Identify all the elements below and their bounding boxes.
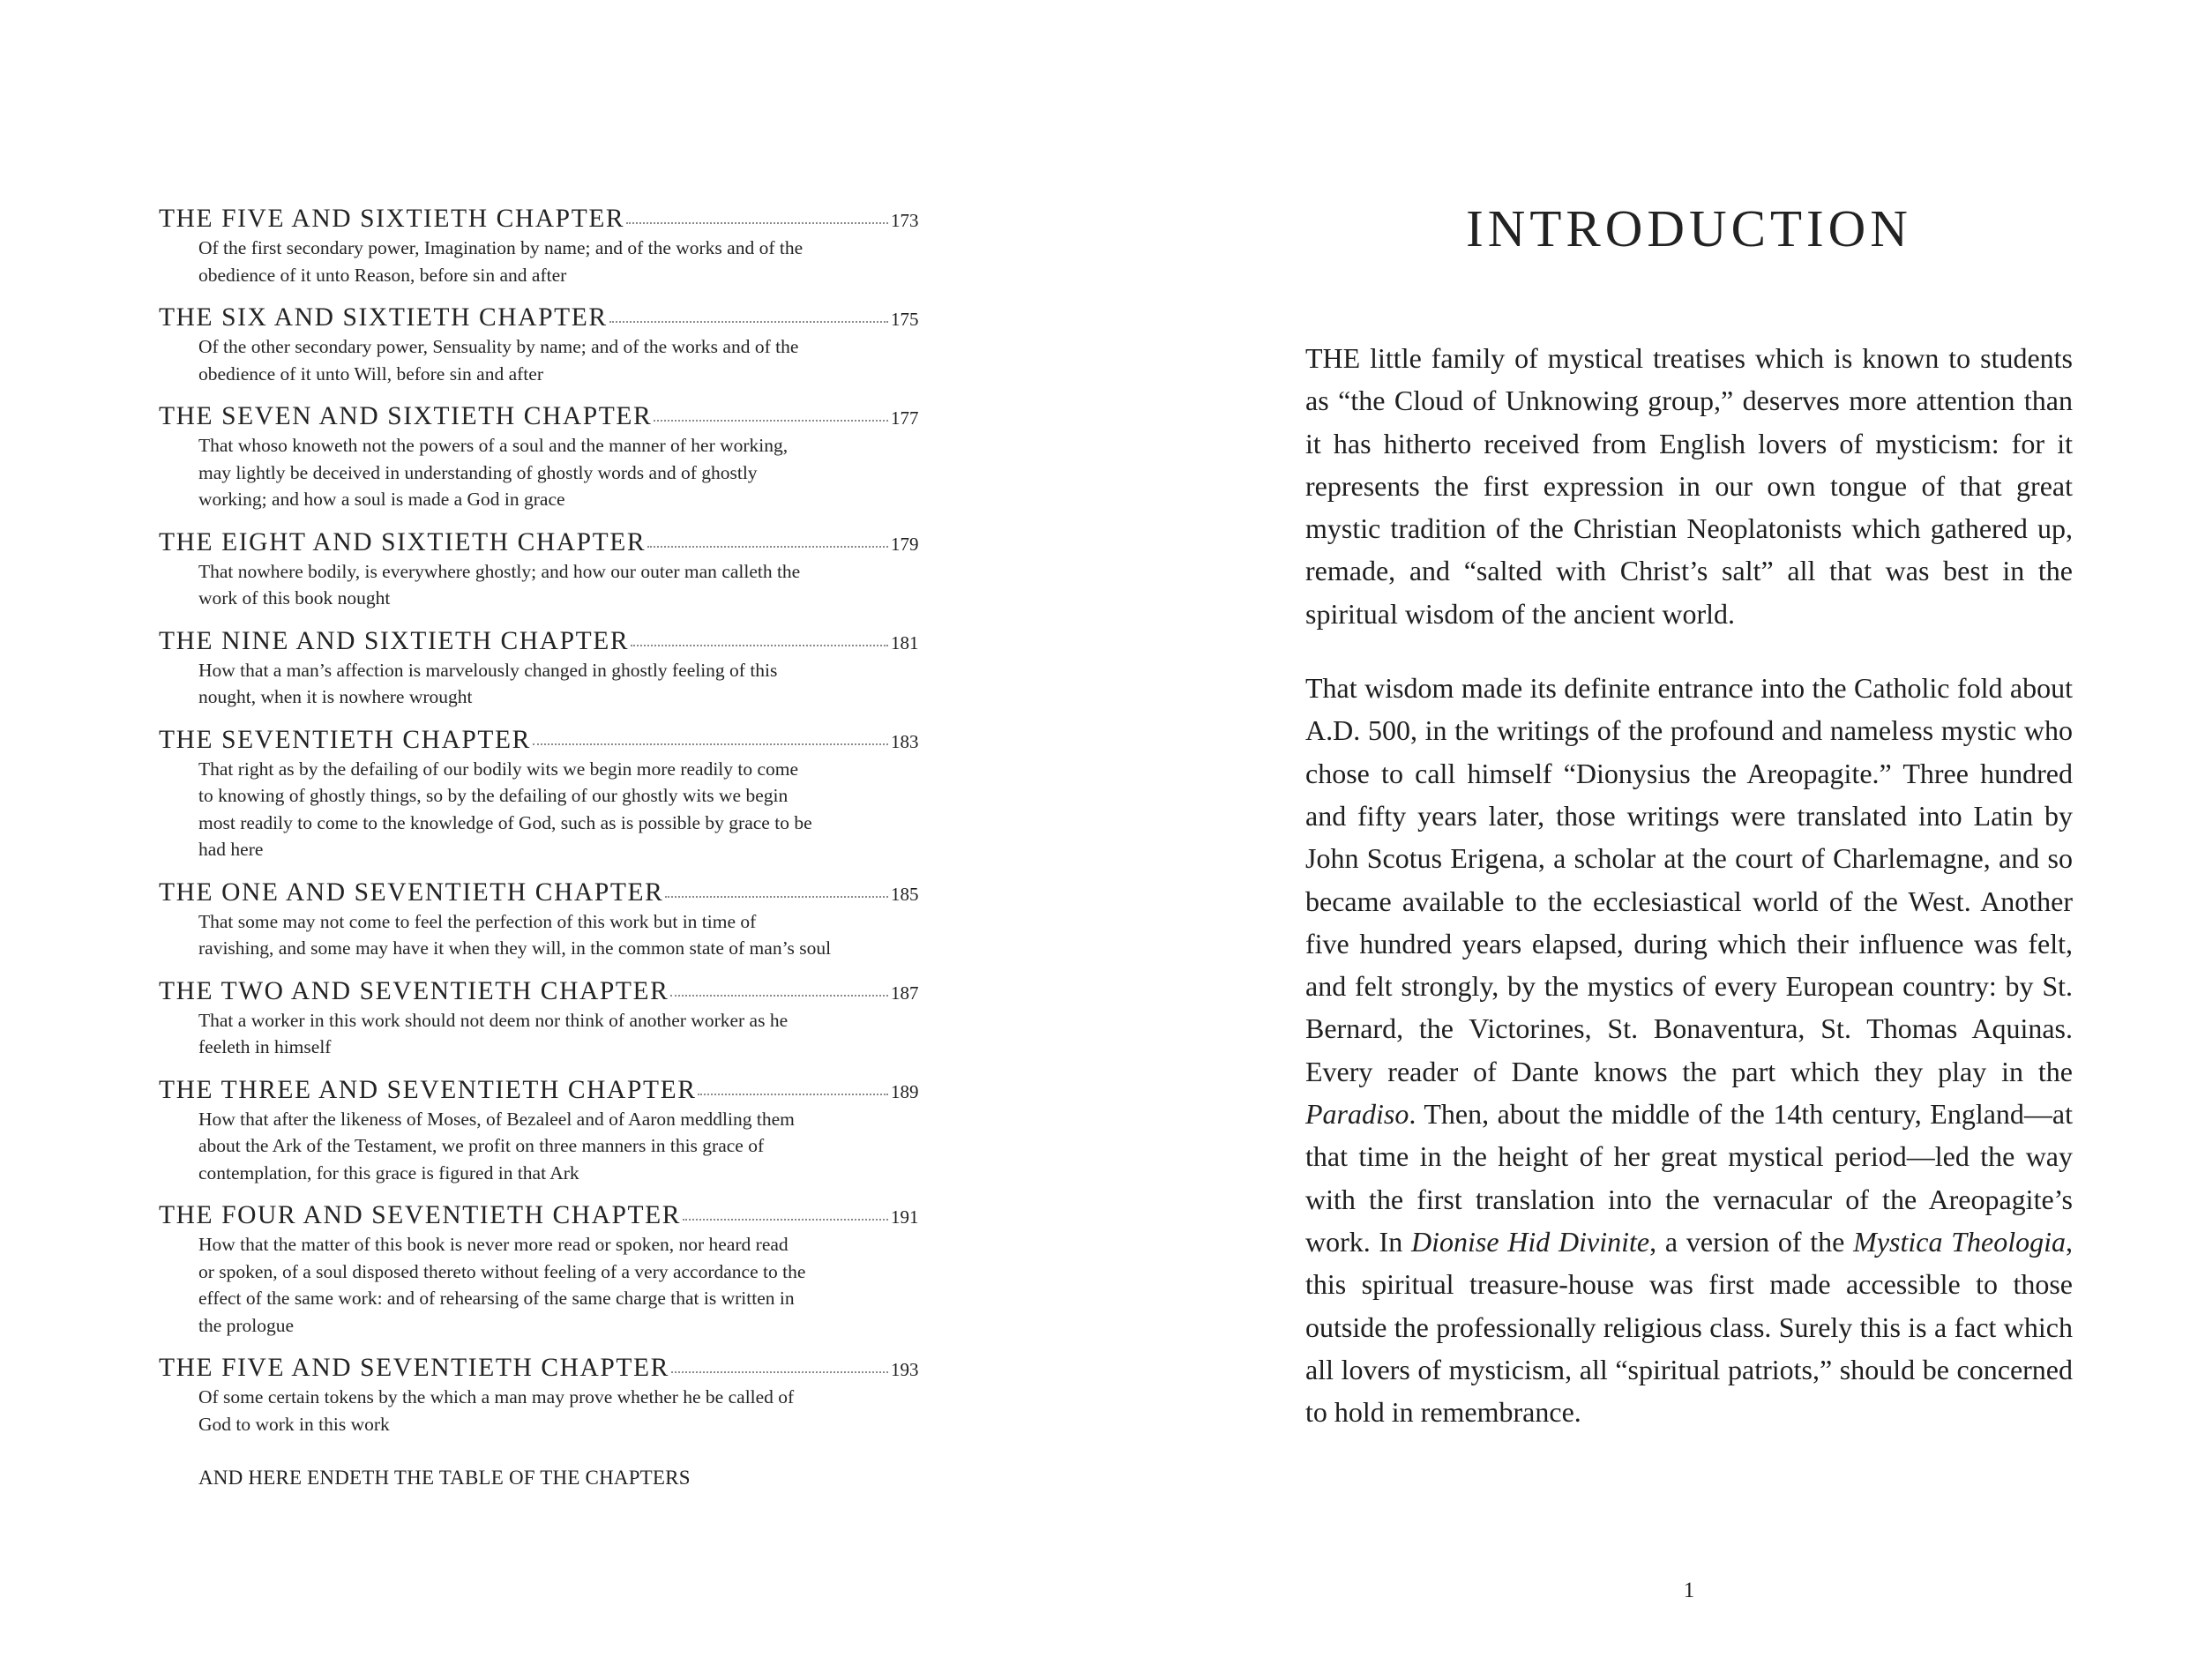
dot-leader (626, 222, 888, 224)
chapter-page-number: 191 (891, 1206, 919, 1228)
toc-entry (159, 977, 926, 1061)
chapter-page-number: 185 (891, 883, 919, 905)
chapter-page-number: 175 (891, 309, 919, 330)
chapter-description (198, 1007, 886, 1061)
chapter-description (198, 558, 886, 612)
toc-entry (159, 528, 926, 612)
text-run: , this spiritual treasure-house was first made accessible to those outside the professionally religious class. Surely this is a fact which all lovers of mysticism, all “spiritual patriots,” should be concerned to hold in remembrance. (1305, 1225, 2074, 1429)
chapter-description-line: effect of the same work: and of rehearsing of the same charge that is written in (198, 1288, 795, 1309)
chapter-description-line: most readily to come to the knowledge of God, such as is possible by grace to be (198, 811, 812, 833)
toc-entry-heading (159, 1354, 926, 1383)
dot-leader (654, 420, 888, 422)
intro-paragraph-1: THE little family of mystical treatises which is known to students as “the Cloud of Unknowing group,” deserves more attention than it has hitherto received from English lovers of mysticism: for it represents the first expression in our own tongue of that great mystic tradition of the Christian Neoplatonists which gathered up, remade, and “salted with Christ’s salt” all that was best in the spiritual wisdom of the ancient world. (1305, 342, 2073, 630)
italic-title-run: Dionise Hid Divinite (1410, 1225, 1650, 1258)
chapter-title: THE EIGHT AND SIXTIETH CHAPTER (159, 527, 647, 556)
chapter-description-line: the prologue (198, 1314, 295, 1336)
intro-paragraph-2 (1305, 667, 2073, 1433)
chapter-title: THE SEVEN AND SIXTIETH CHAPTER (159, 402, 653, 430)
chapter-title: THE SIX AND SIXTIETH CHAPTER (159, 303, 608, 332)
dot-leader (670, 995, 888, 997)
toc-entry (159, 726, 926, 863)
chapter-title: THE FOUR AND SEVENTIETH CHAPTER (159, 1201, 682, 1229)
toc-entry-heading (159, 726, 926, 755)
dot-leader (671, 1371, 888, 1373)
toc-entry-heading (159, 402, 926, 431)
chapter-description (198, 657, 886, 711)
chapter-page-number: 173 (891, 210, 919, 231)
text-run: . Then, about the middle of the 14th century, England—at that time in the height of her great mystical period—led the way with the first translation into the vernacular of the Areopagite’s work. In (1305, 1098, 2073, 1258)
chapter-page-number: 181 (891, 631, 919, 653)
toc-entry-heading (159, 528, 926, 557)
chapter-description-line: had here (198, 839, 264, 860)
chapter-description-line: to knowing of ghostly things, so by the defailing of our ghostly wits we begin (198, 785, 789, 806)
chapter-description-line: Of the first secondary power, Imagination by name; and of the works and of the (198, 237, 804, 258)
chapter-title: THE ONE AND SEVENTIETH CHAPTER (159, 877, 664, 907)
toc-entry-heading (159, 205, 926, 234)
page-number: 1 (1683, 1579, 1695, 1602)
toc-entry (159, 402, 926, 513)
chapter-description (198, 432, 886, 513)
toc-entry (159, 878, 926, 962)
italic-title-run: Mystica Theologia (1853, 1225, 2067, 1258)
toc-entry (159, 303, 926, 387)
chapter-description-line: Of the other secondary power, Sensuality by name; and of the works and of the (198, 336, 799, 357)
chapter-description-line: nought, when it is nowhere wrought (198, 686, 473, 707)
chapter-description-line: about the Ark of the Testament, we profit on three manners in this grace of (198, 1135, 765, 1156)
toc-list (159, 205, 926, 1437)
dot-leader (631, 645, 888, 646)
chapter-page-number: 183 (891, 730, 919, 752)
toc-entry (159, 1354, 926, 1437)
dot-leader (609, 321, 888, 323)
chapter-description-line: How that the matter of this book is never more read or spoken, nor heard read (198, 1234, 789, 1255)
chapter-title: THE FIVE AND SIXTIETH CHAPTER (159, 205, 625, 233)
chapter-description (198, 1231, 886, 1339)
chapter-description-line: obedience of it unto Reason, before sin and after (198, 264, 567, 286)
chapter-description-line: work of this book nought (198, 587, 391, 609)
chapter-title: THE THREE AND SEVENTIETH CHAPTER (159, 1075, 697, 1104)
text-run: That wisdom made its definite entrance into the Catholic fold about A.D. 500, in the writings of the profound and nameless mystic who chose to call himself “Dionysius the Areopagite.” Three hundred and fifty years later, those writings were translated into Latin by John Scotus Erigena, a scholar at the court of Charlemagne, and so became available to the ecclesiastical world of the West. Another five hundred years elapsed, during which their influence was felt, and felt strongly, by the mystics of every European country: by St. Bernard, the Victorines, St. Bonaventura, St. Thomas Aquinas. Every reader of Dante knows the part which they play in the (1305, 672, 2073, 1087)
toc-entry-heading (159, 303, 926, 332)
toc-entry (159, 1076, 926, 1187)
toc-closing-line: AND HERE ENDETH THE TABLE OF THE CHAPTERS (198, 1467, 691, 1489)
toc-entry-heading (159, 627, 926, 656)
chapter-description (198, 756, 886, 863)
italic-title-run: Paradiso (1305, 1098, 1409, 1131)
chapter-description-line: obedience of it unto Will, before sin and after (198, 362, 543, 385)
chapter-page-number: 179 (891, 533, 919, 555)
toc-entry-heading (159, 878, 926, 907)
chapter-description-line: How that after the likeness of Moses, of Bezaleel and of Aaron meddling them (198, 1108, 795, 1130)
chapter-page-number: 189 (891, 1080, 919, 1102)
chapter-description-line: contemplation, for this grace is figured in that Ark (198, 1161, 579, 1183)
chapter-description-line: That a worker in this work should not deem nor think of another worker as he (198, 1009, 789, 1031)
chapter-description-line: working; and how a soul is made a God in grace (198, 489, 565, 510)
dot-leader (683, 1219, 888, 1221)
chapter-title: THE NINE AND SIXTIETH CHAPTER (159, 626, 630, 655)
chapter-title: THE TWO AND SEVENTIETH CHAPTER (159, 976, 669, 1005)
page-title: INTRODUCTION (1466, 199, 1912, 258)
table-of-chapters (159, 205, 926, 1490)
chapter-description-line: feeleth in himself (198, 1036, 332, 1057)
introduction-page (1305, 198, 2073, 1433)
toc-entry (159, 627, 926, 711)
chapter-title: THE FIVE AND SEVENTIETH CHAPTER (159, 1354, 669, 1382)
chapter-description-line: or spoken, of a soul disposed thereto without feeling of a very accordance to the (198, 1260, 806, 1282)
chapter-description-line: That nowhere bodily, is everywhere ghostly; and how our outer man calleth the (198, 560, 801, 582)
chapter-description (198, 1384, 886, 1437)
toc-entry (159, 1201, 926, 1339)
dot-leader (533, 743, 888, 745)
chapter-description (198, 908, 886, 962)
chapter-description (198, 333, 886, 387)
dot-leader (698, 1094, 888, 1095)
chapter-description (198, 1106, 886, 1187)
toc-entry (159, 205, 926, 288)
chapter-page-number: 193 (891, 1359, 919, 1380)
chapter-description-line: How that a man’s affection is marvelously changed in ghostly feeling of this (198, 659, 778, 681)
toc-entry-heading (159, 1076, 926, 1105)
chapter-title: THE SEVENTIETH CHAPTER (159, 725, 531, 754)
dot-leader (665, 896, 888, 898)
chapter-description-line: That some may not come to feel the perfection of this work but in time of (198, 910, 757, 932)
chapter-description (198, 235, 886, 288)
chapter-description-line: Of some certain tokens by the which a man may prove whether he be called of (198, 1386, 795, 1407)
chapter-page-number: 187 (891, 982, 919, 1004)
chapter-description-line: may lightly be deceived in understanding of ghostly words and of ghostly (198, 461, 758, 483)
toc-entry-heading (159, 977, 926, 1006)
chapter-description-line: ravishing, and some may have it when they will, in the common state of man’s soul (198, 937, 832, 959)
chapter-description-line: That whoso knoweth not the powers of a soul and the manner of her working, (198, 435, 789, 456)
chapter-page-number: 177 (891, 407, 919, 429)
toc-entry-heading (159, 1201, 926, 1230)
text-run: , a version of the (1649, 1225, 1854, 1258)
dot-leader (647, 546, 888, 548)
chapter-description-line: God to work in this work (198, 1413, 390, 1435)
chapter-description-line: That right as by the defailing of our bodily wits we begin more readily to come (198, 758, 799, 780)
